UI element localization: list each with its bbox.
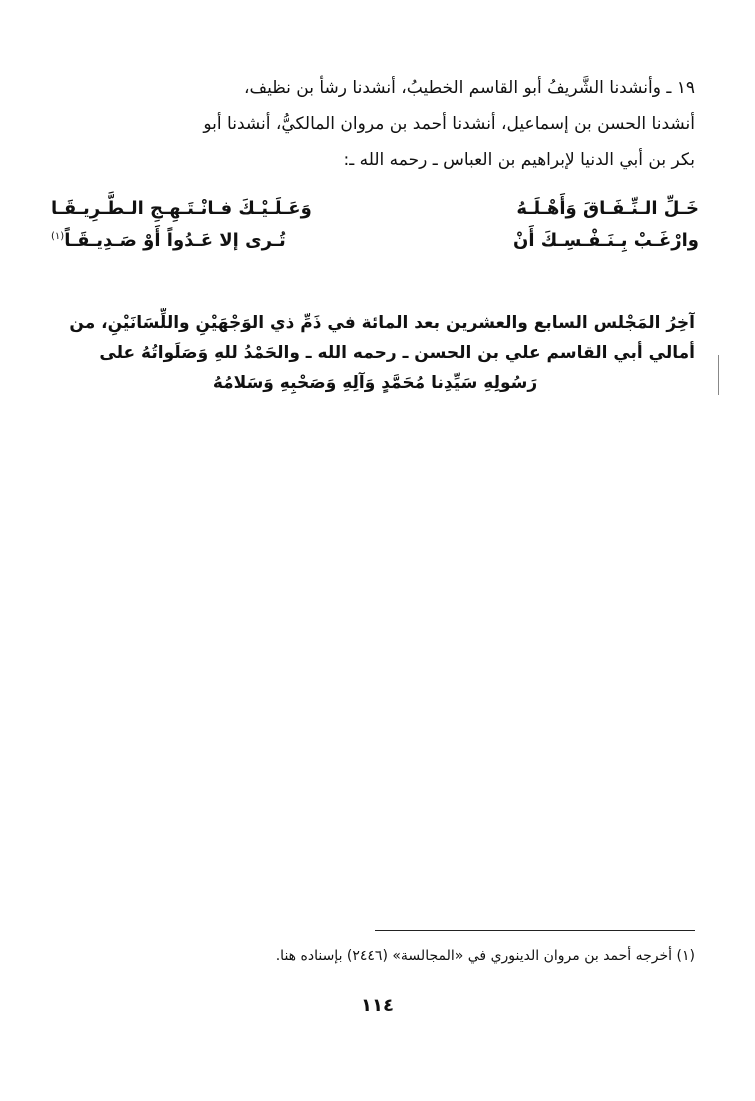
- footnote: [55, 945, 695, 967]
- verse-second-text: تُـرى إلا عَـدُواً أَوْ صَـدِيـقَـاً: [64, 230, 286, 251]
- paragraph-line: أنشدنا الحسن بن إسماعيل، أنشدنا أحمد بن مروان المالكيُّ، أنشدنا أبو: [203, 114, 695, 134]
- verse-first-hemistich: خَـلِّ الـنِّـفَـاقَ وَأَهْـلَـهُ: [516, 198, 699, 219]
- footnote-number: (١): [676, 948, 695, 964]
- footnote-marker: (١): [51, 231, 65, 242]
- narration-paragraph: [55, 70, 695, 178]
- session-colophon: [55, 308, 695, 398]
- paragraph-line: ١٩ ـ وأنشدنا الشَّريفُ أبو القاسم الخطيبُ، أنشدنا رشأ بن نظيف،: [244, 78, 695, 98]
- colophon-line: رَسُولِهِ سَيِّدِنا مُحَمَّدٍ وَآلِهِ وَصَحْبِهِ وَسَلامُهُ: [212, 373, 538, 393]
- colophon-line: آخِرُ المَجْلس السابع والعشرين بعد المائة في ذَمِّ ذي الوَجْهَيْنِ واللِّسَانَيْنِ، من: [69, 313, 695, 333]
- page-number: ١١٤: [361, 995, 394, 1016]
- footnote-text: أخرجه أحمد بن مروان الدينوري في «المجالسة» (٢٤٤٦) بإسناده هنا.: [275, 948, 673, 964]
- colophon-line: أمالي أبي القاسم علي بن الحسن ـ رحمه الله ـ والحَمْدُ للهِ وَصَلَواتُهُ على: [99, 343, 695, 363]
- verse-second-hemistich: [51, 230, 286, 251]
- verse-line: [51, 230, 699, 260]
- verse-line: [51, 198, 699, 228]
- verse-first-hemistich: وارْغَـبْ بِـنَـفْـسِـكَ أَنْ: [512, 230, 699, 251]
- verse-second-hemistich: وَعَـلَـيْـكَ فـانْـتَـهِـجِ الـطَّـرِيـقَـا: [51, 198, 312, 219]
- footnote-separator: [375, 930, 695, 931]
- paragraph-line: بكر بن أبي الدنيا لإبراهيم بن العباس ـ رحمه الله ـ:: [343, 150, 695, 170]
- margin-mark: [718, 355, 719, 395]
